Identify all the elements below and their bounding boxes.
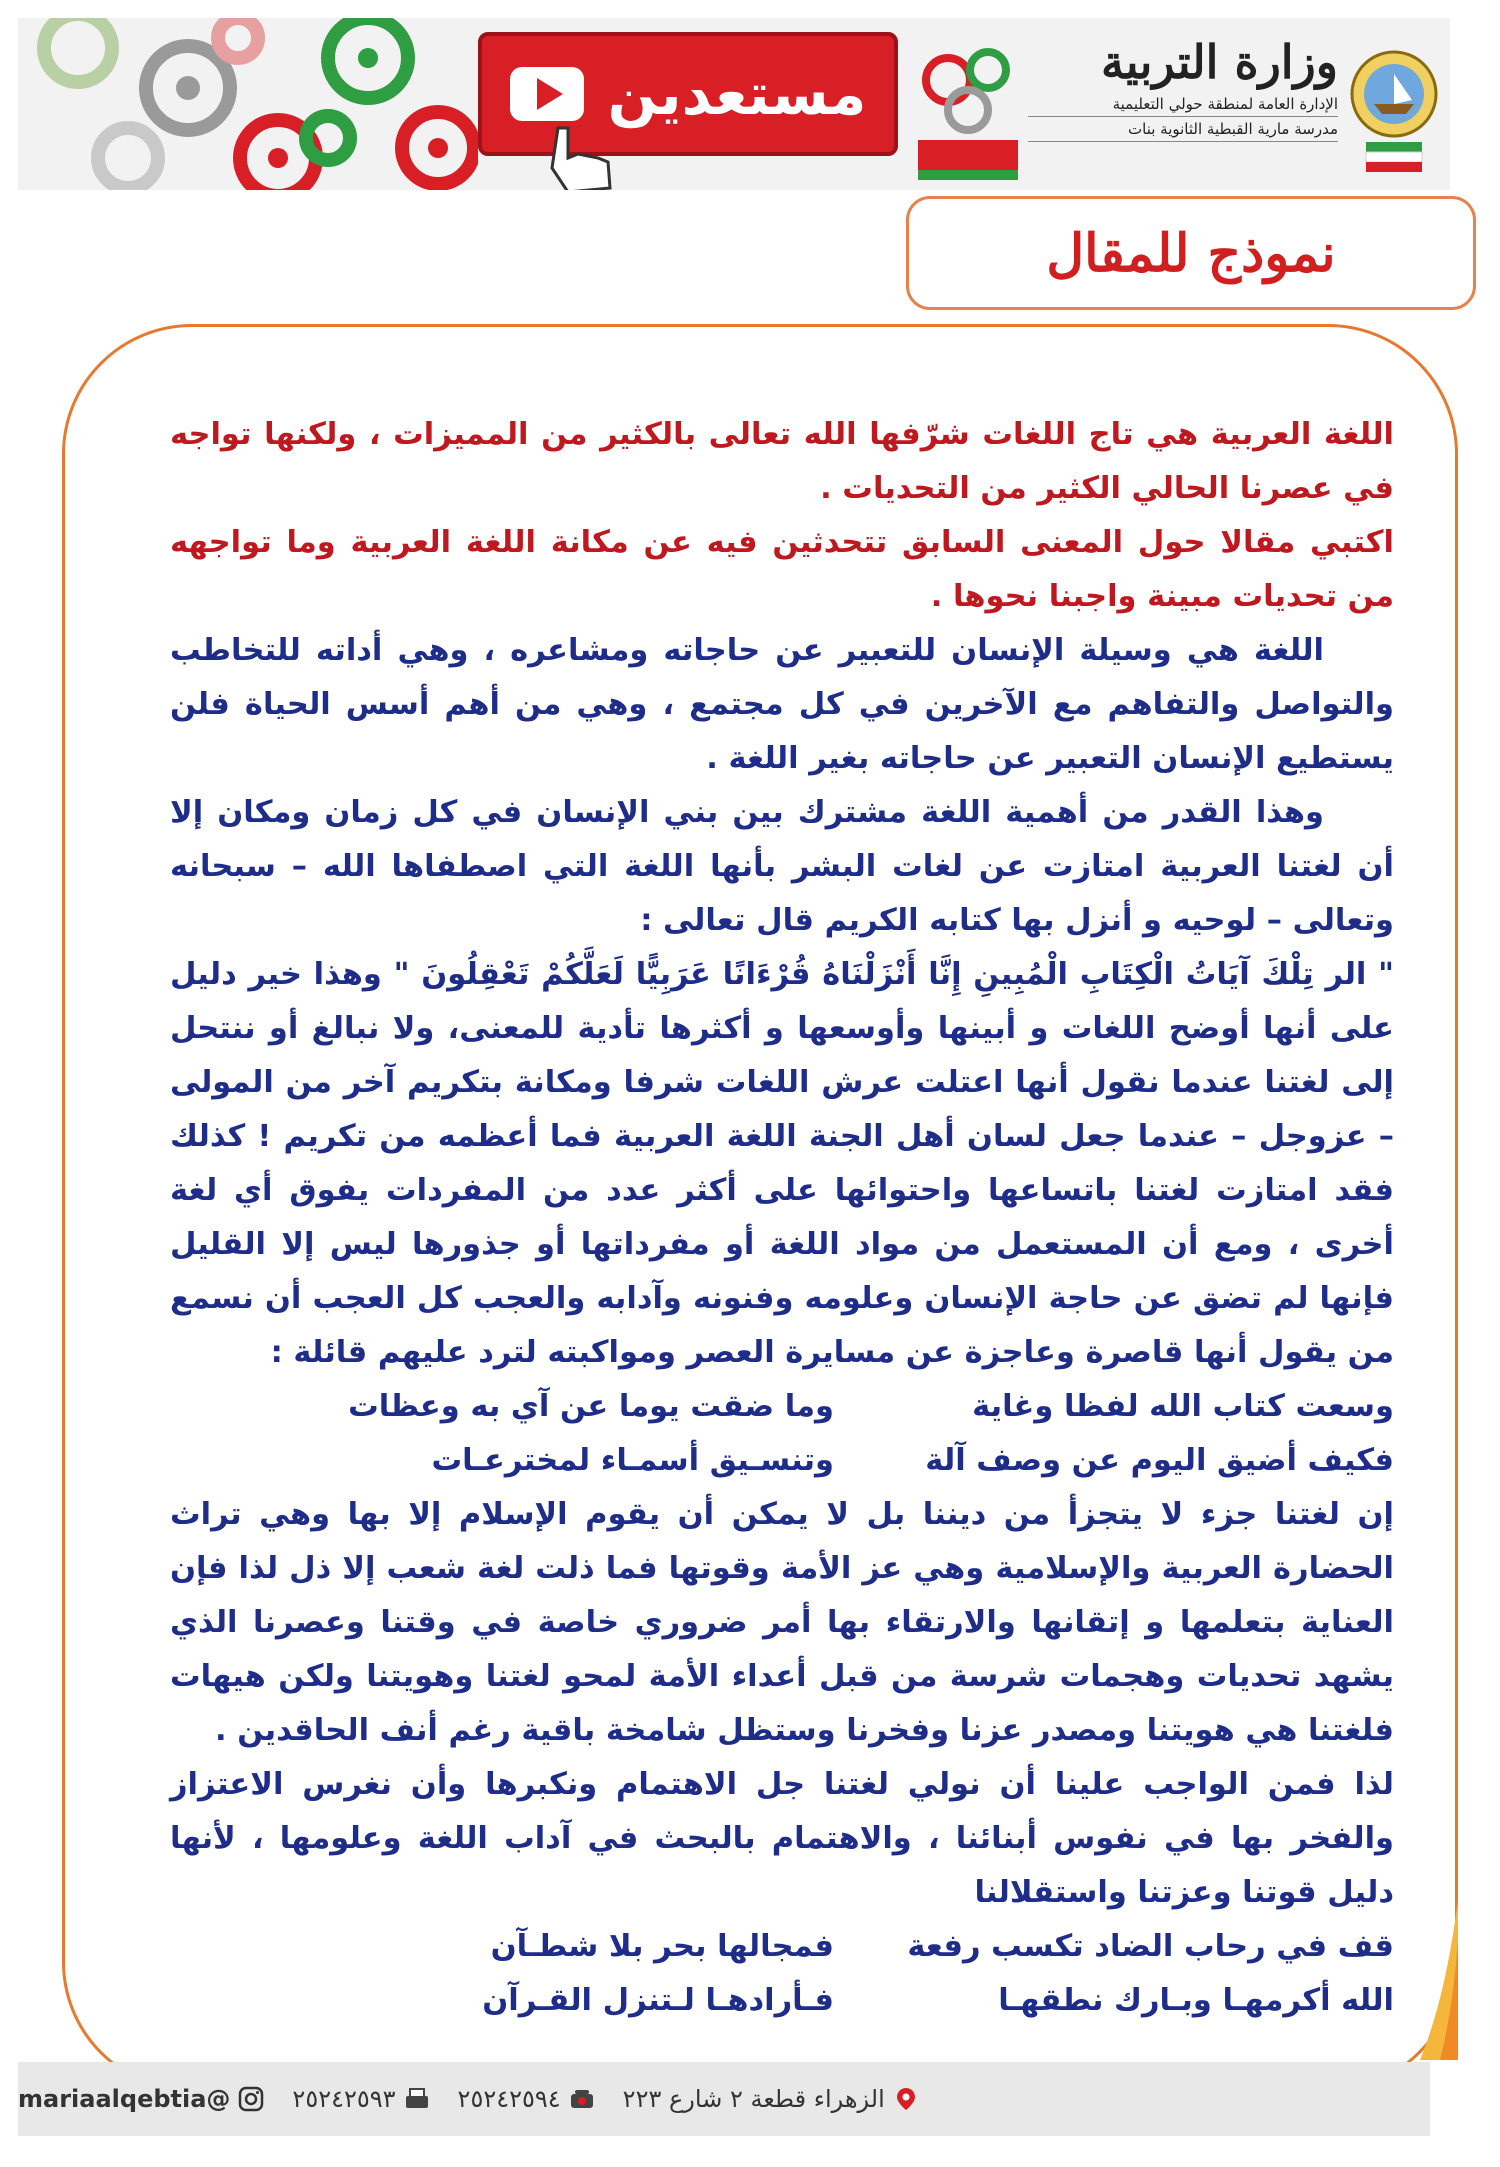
essay-prompt-statement: اللغة العربية هي تاج اللغات شرّفها الله تعالى بالكثير من المميزات ، ولكنها تواجه في عصرنا الحالي الكثير من التحديات . xyxy=(170,417,1394,506)
verse-2-second-hemistich: وتنسـيق أسمـاء لمخترعـات xyxy=(431,1443,834,1478)
poem-verse-2 xyxy=(170,1434,1394,1488)
verse-1-second-hemistich: وما ضقت يوما عن آي به وعظات xyxy=(348,1389,834,1424)
phone-1-text: ٢٥٢٤٢٥٩٤ xyxy=(457,2085,561,2113)
phone-2-text: ٢٥٢٤٢٥٩٣ xyxy=(292,2085,396,2113)
verse-3-first-hemistich: قف في رحاب الضاد تكسب رفعة xyxy=(907,1929,1394,1964)
paragraph-intro: اللغة هي وسيلة الإنسان للتعبير عن حاجاته ومشاعره ، وهي أداته للتخاطب والتواصل والتفاهم مع الآخرين في كل مجتمع ، وهي من أهم أسس الحياة فلن يستطيع الإنسان التعبير عن حاجاته بغير اللغة . xyxy=(170,633,1394,776)
footer-phone-1[interactable] xyxy=(458,2085,595,2113)
ministry-heading xyxy=(1028,32,1338,182)
ministry-title: وزارة التربية xyxy=(1101,35,1338,89)
verse-4-second-hemistich: فـأرادهـا لـتنزل القـرآن xyxy=(482,1983,834,2018)
kuwait-emblem-icon xyxy=(1344,34,1444,184)
verse-3-second-hemistich: فمجالها بحر بلا شطـآن xyxy=(490,1929,834,1964)
article-body xyxy=(170,408,1394,2028)
location-pin-icon xyxy=(893,2086,919,2112)
footer-phone-2[interactable] xyxy=(292,2085,429,2113)
address-text: الزهراء قطعة ٢ شارع ٢٢٣ xyxy=(622,2085,885,2113)
footer-instagram[interactable] xyxy=(18,2085,264,2113)
page-title: نموذج للمقال xyxy=(1046,222,1336,284)
verse-2-first-hemistich: فكيف أضيق اليوم عن وصف آلة xyxy=(925,1443,1394,1478)
ministry-directorate: الإدارة العامة لمنطقة حولي التعليمية xyxy=(1028,92,1338,117)
school-logo-icon xyxy=(908,40,1028,190)
fax-icon xyxy=(404,2086,430,2112)
essay-prompt-task: اكتبي مقالا حول المعنى السابق تتحدثين فيه عن مكانة اللغة العربية وما تواجهه من تحديات مبينة واجبنا نحوها . xyxy=(170,525,1394,614)
poem-verse-4 xyxy=(170,1974,1394,2028)
subscribe-label: مستعدين xyxy=(607,60,867,128)
poem-verse-3 xyxy=(170,1920,1394,1974)
orange-accent-decoration xyxy=(1400,1900,1460,2060)
paragraph-importance: وهذا القدر من أهمية اللغة مشترك بين بني الإنسان في كل زمان ومكان إلا أن لغتنا العربية امتازت عن لغات البشر بأنها اللغة التي اصطفاها الله – سبحانه وتعالى – لوحيه و أنزل بها كتابه الكريم قال تعالى : xyxy=(170,795,1394,938)
title-box xyxy=(906,196,1476,310)
pointer-hand-icon xyxy=(538,118,628,190)
school-name: مدرسة مارية القبطية الثانوية بنات xyxy=(1028,117,1338,142)
footer-contact-bar xyxy=(18,2062,1430,2136)
phone-icon xyxy=(569,2086,595,2112)
paragraph-duty: لذا فمن الواجب علينا أن نولي لغتنا جل الاهتمام ونكبرها وأن نغرس الاعتزاز والفخر بها في نفوس أبنائنا ، والاهتمام بالبحث في آداب اللغة وعلومها ، لأنها دليل قوتنا وعزتنا واستقلالنا xyxy=(170,1767,1394,1910)
footer-address xyxy=(623,2085,919,2113)
poem-verse-1 xyxy=(170,1380,1394,1434)
play-icon xyxy=(510,67,584,121)
gears-decoration-icon xyxy=(18,18,478,190)
paragraph-identity: إن لغتنا جزء لا يتجزأ من ديننا بل لا يمكن أن يقوم الإسلام إلا بها وهي تراث الحضارة العربية والإسلامية وهي عز الأمة وقوتها فما ذلت لغة شعب إلا ذل لذا فإن العناية بتعلمها و إتقانها والارتقاء بها أمر ضروري خاصة في وقتنا وعصرنا الذي يشهد تحديات وهجمات شرسة من قبل أعداء الأمة لمحو لغتنا وهويتنا ولكن هيهات فلغتنا هي هويتنا ومصدر عزنا وفخرنا وستظل شامخة باقية رغم أنف الحاقدين . xyxy=(170,1497,1394,1748)
instagram-icon xyxy=(238,2086,264,2112)
header-banner xyxy=(18,18,1450,190)
instagram-handle: @mariaalqebtia xyxy=(18,2085,231,2113)
verse-1-first-hemistich: وسعت كتاب الله لفظا وغاية xyxy=(972,1389,1394,1424)
verse-4-first-hemistich: الله أكرمهـا وبـارك نطقهـا xyxy=(998,1983,1394,2018)
paragraph-quran: " الر تِلْكَ آيَاتُ الْكِتَابِ الْمُبِينِ إِنَّا أَنْزَلْنَاهُ قُرْءَانًا عَرَبِيًّا لَعَلَّكُمْ تَعْقِلُونَ " وهذا خير دليل على أنها أوضح اللغات و أبينها وأوسعها و أكثرها تأدية للمعنى، ولا نبالغ أو ننتحل إلى لغتنا عندما نقول أنها اعتلت عرش اللغات شرفا ومكانة بتكريم آخر من المولى – عزوجل – عندما جعل لسان أهل الجنة اللغة العربية فما أعظمه من تكريم ! كذلك فقد امتازت لغتنا باتساعها واحتوائها على أكثر عدد من المفردات يفوق أي لغة أخرى ، ومع أن المستعمل من مواد اللغة أو مفرداتها أو جذورها ليس إلا القليل فإنها لم تضق عن حاجة الإنسان وعلومه وفنونه وآدابه والعجب كل العجب أن نسمع من يقول أنها قاصرة وعاجزة عن مسايرة العصر ومواكبته لترد عليهم قائلة : xyxy=(170,957,1394,1370)
